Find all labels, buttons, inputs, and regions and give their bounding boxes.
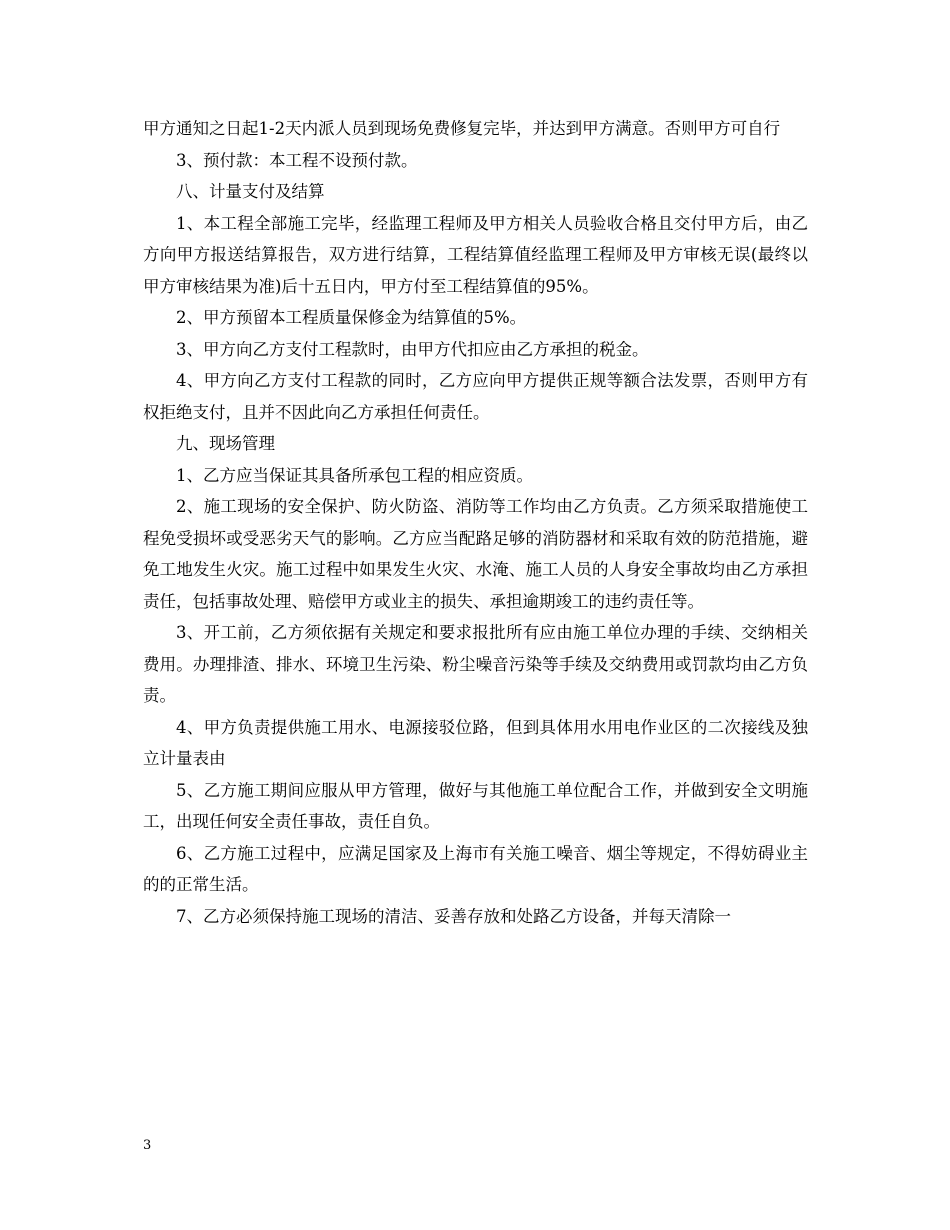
page-number: 3 <box>143 1138 152 1153</box>
section-heading: 九、现场管理 <box>176 434 275 453</box>
paragraph: 6、乙方施工过程中，应满足国家及上海市有关施工噪音、烟尘等规定，不得妨碍业主的的正常生活。 <box>143 843 808 894</box>
document-body <box>143 113 808 932</box>
paragraph: 7、乙方必须保持施工现场的清洁、妥善存放和处路乙方设备，并每天清除一 <box>176 906 731 926</box>
paragraph: 2、甲方预留本工程质量保修金为结算值的5%。 <box>176 308 527 327</box>
paragraph: 甲方通知之日起1-2天内派人员到现场免费修复完毕，并达到甲方满意。否则甲方可自行 <box>143 119 781 138</box>
paragraph: 1、乙方应当保证其具备所承包工程的相应资质。 <box>176 465 533 485</box>
paragraph: 4、甲方向乙方支付工程款的同时，乙方应向甲方提供正规等额合法发票，否则甲方有权拒绝支付，且并不因此向乙方承担任何责任。 <box>143 371 808 422</box>
paragraph: 2、施工现场的安全保护、防火防盗、消防等工作均由乙方负责。乙方须采取措施使工程免受损坏或受恶劣天气的影响。乙方应当配路足够的消防器材和采取有效的防范措施，避免工地发生火灾。施工过程中如果发生火灾、水淹、施工人员的人身安全事故均由乙方承担责任，包括事故处理、赔偿甲方或业主的损失、承担逾期竣工的违约责任等。 <box>143 497 808 611</box>
section-heading: 八、计量支付及结算 <box>176 182 325 201</box>
paragraph: 3、预付款：本工程不设预付款。 <box>176 150 418 170</box>
paragraph: 1、本工程全部施工完毕，经监理工程师及甲方相关人员验收合格且交付甲方后，由乙方向甲方报送结算报告，双方进行结算，工程结算值经监理工程师及甲方审核无误(最终以甲方审核结果为准)后十五日内，甲方付至工程结算值的95%。 <box>143 213 808 296</box>
paragraph: 4、甲方负责提供施工用水、电源接驳位路，但到具体用水用电作业区的二次接线及独立计量表由 <box>143 717 808 768</box>
paragraph: 5、乙方施工期间应服从甲方管理，做好与其他施工单位配合工作，并做到安全文明施工，出现任何安全责任事故，责任自负。 <box>143 780 808 831</box>
paragraph: 3、开工前，乙方须依据有关规定和要求报批所有应由施工单位办理的手续、交纳相关费用。办理排渣、排水、环境卫生污染、粉尘噪音污染等手续及交纳费用或罚款均由乙方负责。 <box>143 623 808 705</box>
paragraph: 3、甲方向乙方支付工程款时，由甲方代扣应由乙方承担的税金。 <box>176 339 649 359</box>
